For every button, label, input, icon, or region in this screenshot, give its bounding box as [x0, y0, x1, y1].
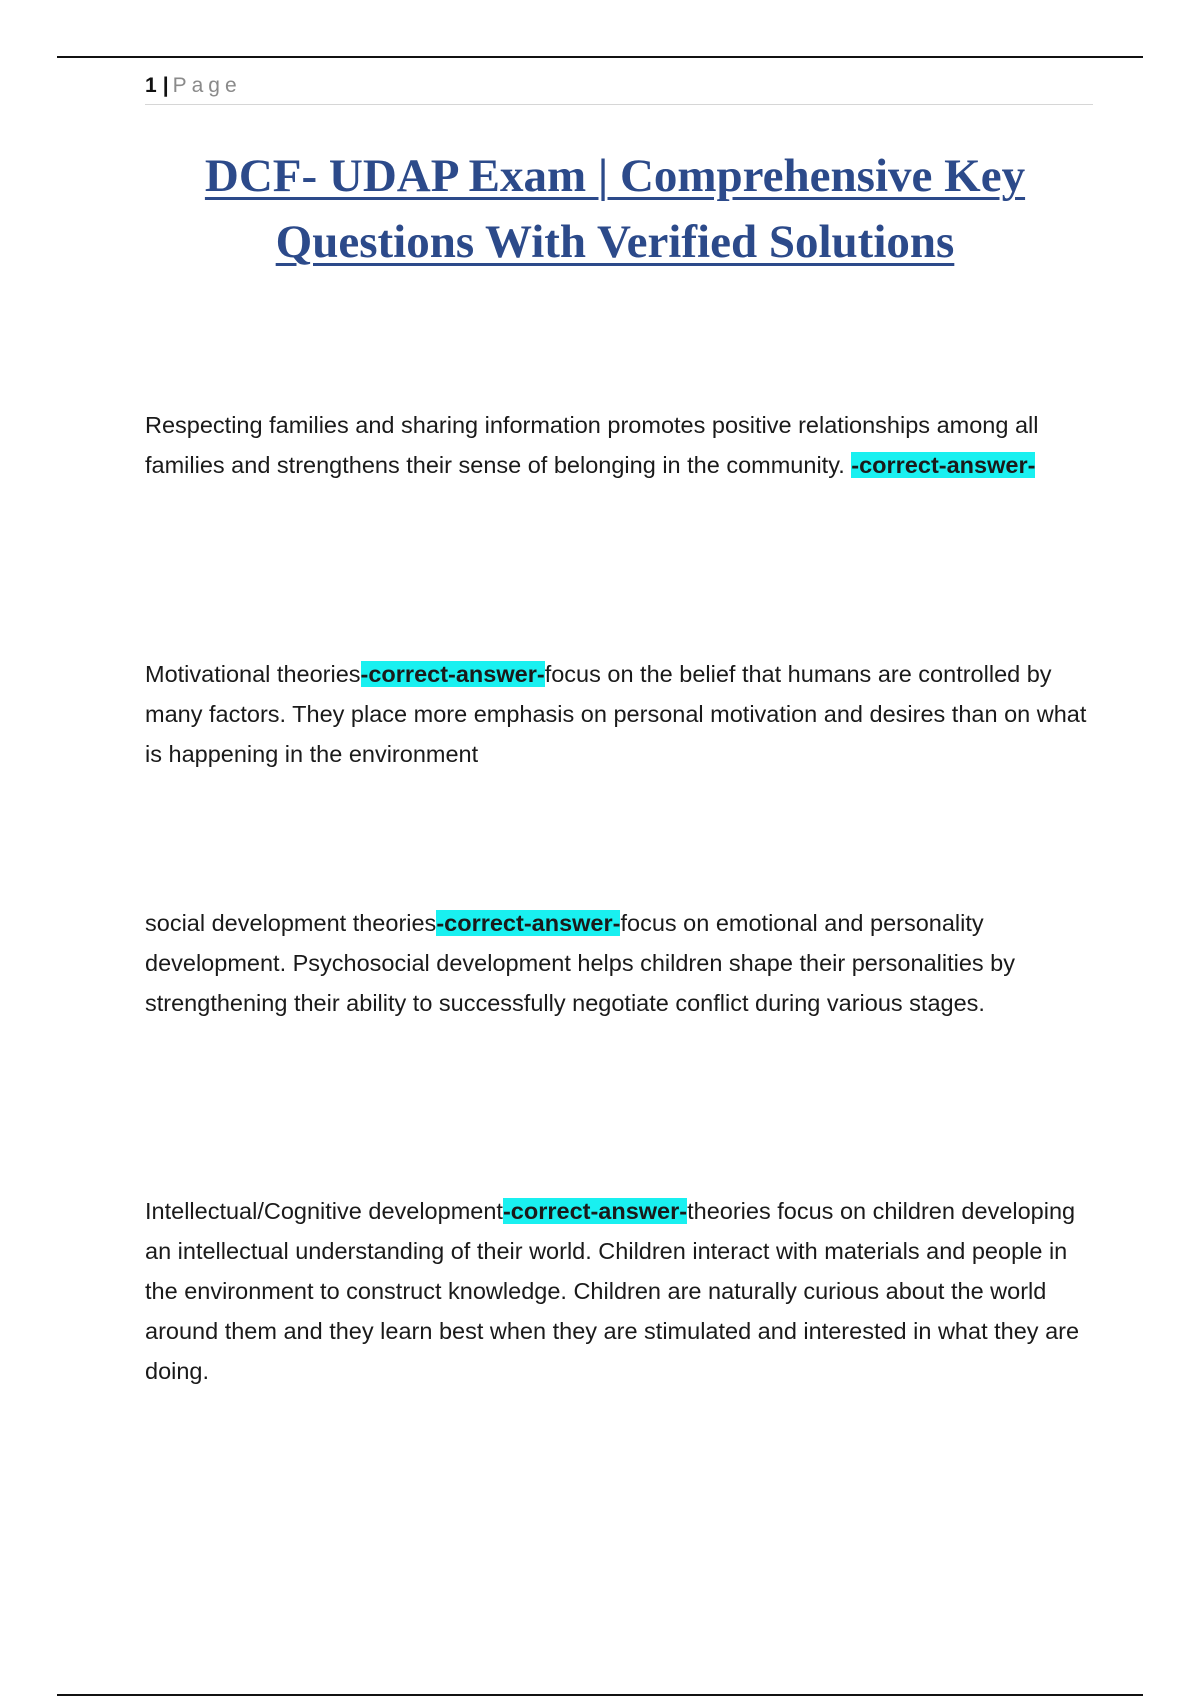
- top-rule: [57, 56, 1143, 58]
- page-header-separator: |: [162, 74, 169, 97]
- paragraph-text: social development theories: [145, 910, 437, 936]
- bottom-rule: [57, 1694, 1143, 1696]
- paragraph-text: theories focus on children developing an intellectual understanding of their world. Children interact with materials and people in the environment to construct knowledge. Children are naturally curious about the world around them and they learn best when they are stimulated and interested in what they are doing.: [145, 1198, 1080, 1384]
- paragraph-text: Intellectual/Cognitive development: [145, 1198, 503, 1224]
- correct-answer-highlight: -correct-answer-: [502, 1198, 688, 1224]
- answer-paragraph: [145, 903, 1100, 1023]
- page-header: [145, 72, 1093, 105]
- paragraph-text: Respecting families and sharing information promotes positive relationships among all families and strengthens their sense of belonging in the community.: [145, 412, 1039, 478]
- page-label: Page: [172, 74, 242, 97]
- answer-paragraph: [145, 1191, 1100, 1391]
- answer-paragraph: [145, 654, 1100, 774]
- paragraph-text: focus on the belief that humans are controlled by many factors. They place more emphasis on personal motivation and desires than on what is happening in the environment: [145, 661, 1087, 767]
- document-title: DCF- UDAP Exam | Comprehensive Key Questions With Verified Solutions: [204, 150, 1026, 268]
- page-number: 1: [145, 74, 157, 97]
- correct-answer-highlight: -correct-answer-: [851, 452, 1036, 478]
- paragraph-text: focus on emotional and personality development. Psychosocial development helps children shape their personalities by strengthening their ability to successfully negotiate conflict during various stages.: [145, 910, 1016, 1016]
- paragraph-text: Motivational theories: [145, 661, 361, 687]
- correct-answer-highlight: -correct-answer-: [436, 910, 621, 936]
- answer-paragraph: [145, 405, 1100, 485]
- correct-answer-highlight: -correct-answer-: [360, 661, 545, 687]
